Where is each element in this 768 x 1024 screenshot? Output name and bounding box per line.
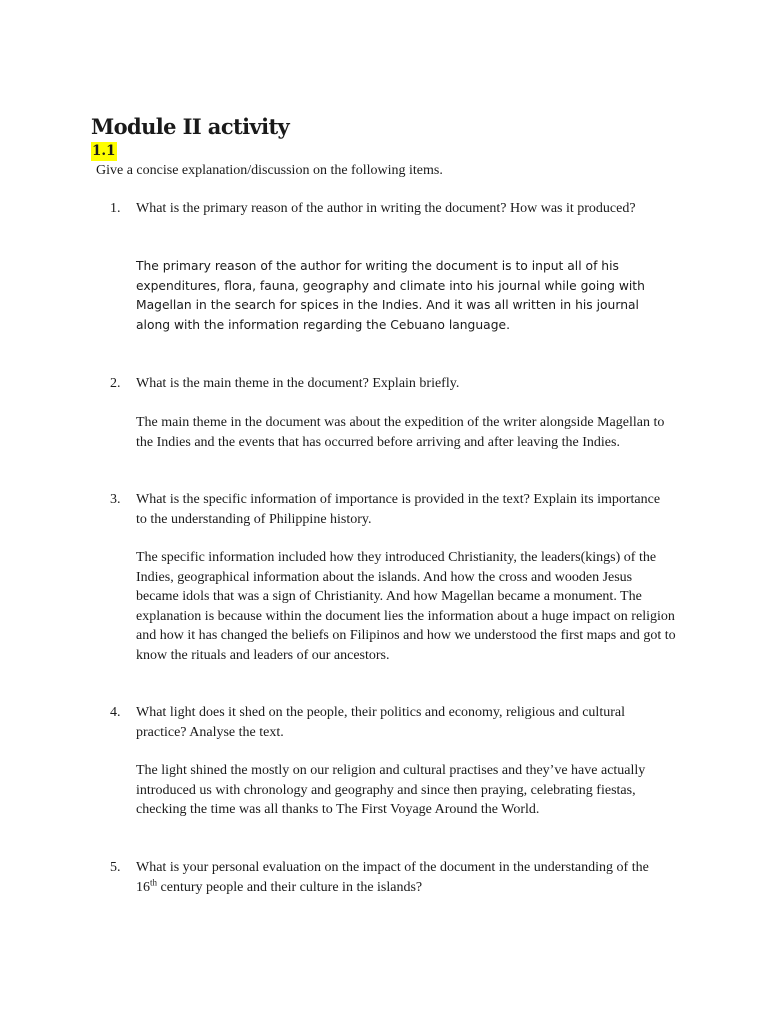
question-number: 3. [110,492,121,507]
answer-4: The light shined the mostly on our religion and cultural practises and they’ve have actually introduced us with chronology and geography and since then praying, celebrating fiestas, checking the time was all thanks to The First Voyage Around the World. [136,763,646,817]
question-number: 2. [110,376,121,391]
answer-2: The main theme in the document was about the expedition of the writer alongside Magellan to the Indies and the events that has occurred before arriving and after leaving the Indies. [136,415,665,450]
question-text: What is the specific information of importance is provided in the text? Explain its importance to the understanding of Philippine history. [136,492,661,527]
question-text: What is the main theme in the document? Explain briefly. [136,376,460,391]
answer-3: The specific information included how they introduced Christianity, the leaders(kings) of the Indies, geographical information about the islands. And how the cross and wooden Jesus became idols that was a sign of Christianity. And how Magellan became a monument. The explanation is because within the document lies the information about a huge impact on religion and how it has changed the beliefs on Filipinos and how we understood the first maps and got to know the rituals and leaders of our ancestors. [136,550,676,663]
document-title: Module II activity [91,114,290,139]
question-text: What is the primary reason of the author in writing the document? How was it produced? [136,201,636,216]
question-2 [110,374,670,394]
question-number: 1. [110,201,121,216]
question-text-part: What is your personal evaluation on the impact of the document in the understanding of the 16 [136,860,649,895]
instruction-text: Give a concise explanation/discussion on the following items. [96,163,443,178]
question-3 [110,490,670,529]
question-text-part: century people and their culture in the islands? [157,879,423,895]
question-number: 5. [110,860,121,875]
question-5 [110,858,670,897]
question-text [136,858,670,897]
answer-1: The primary reason of the author for writing the document is to input all of his expenditures, flora, fauna, geography and climate into his journal while going with Magellan in the search for spices in the Indies. And it was all written in his journal along with the information regarding the Cebuano language. [136,259,645,332]
question-number: 4. [110,705,121,720]
question-4 [110,703,670,742]
section-number-highlight: 1.1 [92,143,116,159]
question-text: What light does it shed on the people, their politics and economy, religious and cultural practice? Analyse the text. [136,705,625,740]
ordinal-superscript: th [150,876,158,887]
question-1 [110,199,670,219]
